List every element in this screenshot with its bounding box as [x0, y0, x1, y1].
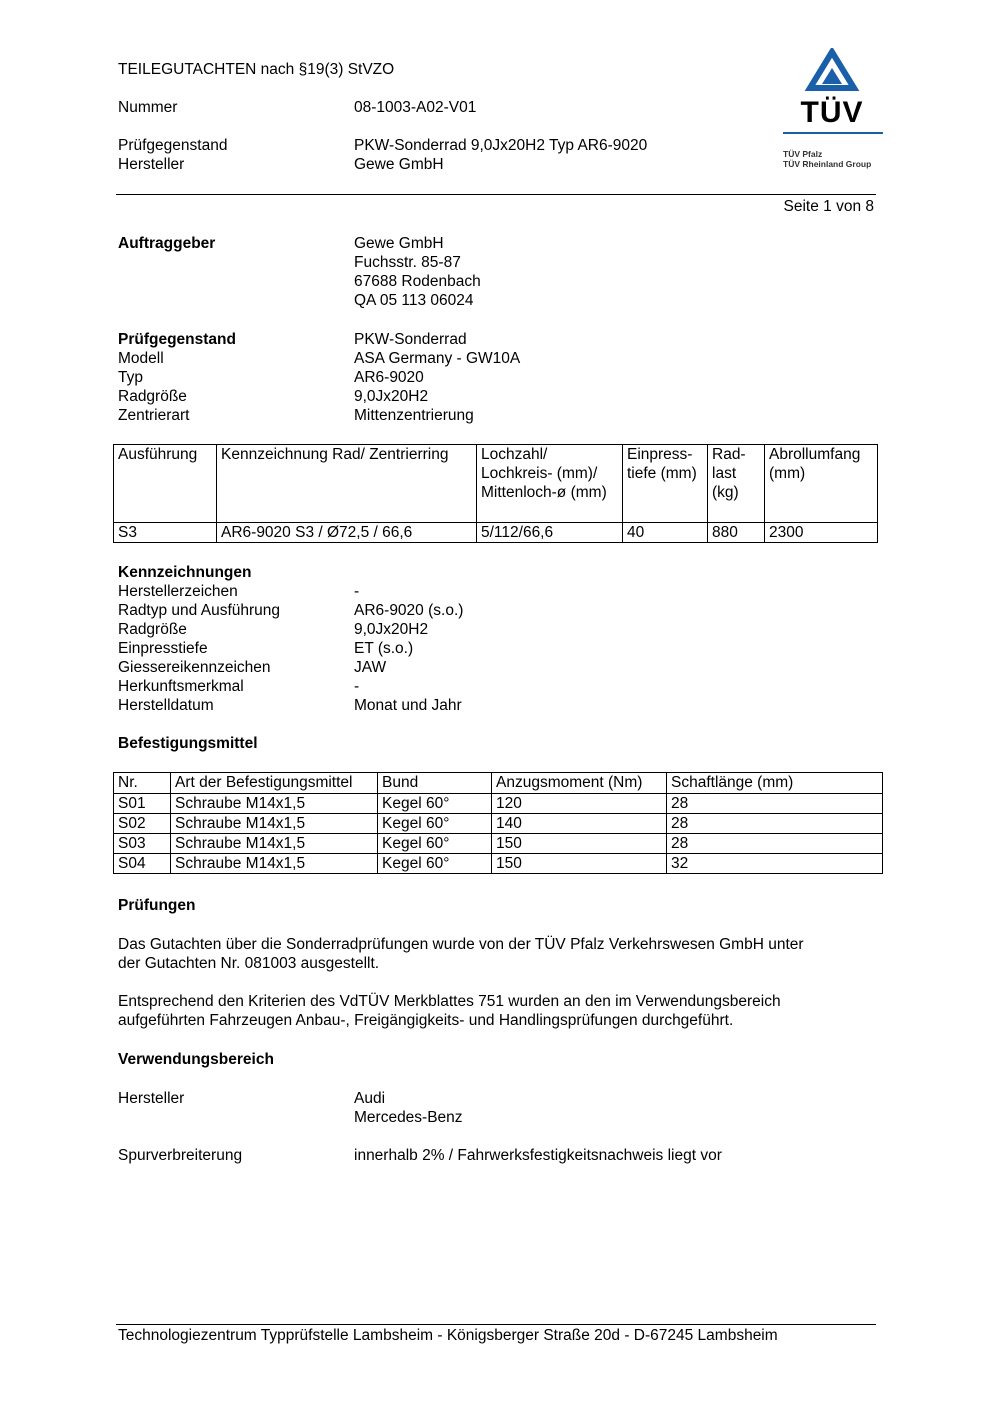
- kennzeichnungen-title: Kennzeichnungen: [118, 564, 252, 581]
- table-cell: 40: [623, 523, 708, 543]
- table-cell: 32: [667, 854, 883, 874]
- table-cell: 120: [492, 794, 667, 814]
- table-row: [114, 794, 883, 814]
- pg-row-label: Typ: [118, 369, 143, 386]
- logo-sub-1: TÜV Pfalz: [783, 149, 823, 159]
- vb-spur-value: innerhalb 2% / Fahrwerksfestigkeitsnachweis liegt vor: [354, 1147, 722, 1164]
- logo-sub-2: TÜV Rheinland Group: [783, 159, 872, 169]
- table-cell: Schraube M14x1,5: [171, 854, 378, 874]
- pruefungen-title: Prüfungen: [118, 897, 196, 914]
- table-header: Nr.: [114, 773, 171, 794]
- kz-label: Herstelldatum: [118, 697, 214, 714]
- table-cell: 150: [492, 854, 667, 874]
- table-cell: 140: [492, 814, 667, 834]
- table-header: Ausführung: [114, 445, 217, 523]
- table-cell: Kegel 60°: [378, 794, 492, 814]
- table-row: [114, 814, 883, 834]
- hersteller-label: Hersteller: [118, 156, 185, 173]
- table-cell: 5/112/66,6: [477, 523, 623, 543]
- table-cell: 28: [667, 794, 883, 814]
- table-cell: Kegel 60°: [378, 854, 492, 874]
- table-header-row: [114, 445, 878, 523]
- kz-label: Giessereikennzeichen: [118, 659, 271, 676]
- vb-hersteller-label: Hersteller: [118, 1090, 185, 1107]
- kz-label: Einpresstiefe: [118, 640, 208, 657]
- pruefungen-paragraph-line: der Gutachten Nr. 081003 ausgestellt.: [118, 955, 380, 972]
- auftraggeber-label: Auftraggeber: [118, 235, 216, 252]
- pruefgegenstand-value: PKW-Sonderrad 9,0Jx20H2 Typ AR6-9020: [354, 137, 648, 154]
- table-cell: S3: [114, 523, 217, 543]
- table-header: Kennzeichnung Rad/ Zentrierring: [217, 445, 477, 523]
- table-header: Anzugsmoment (Nm): [492, 773, 667, 794]
- table-cell: AR6-9020 S3 / Ø72,5 / 66,6: [217, 523, 477, 543]
- kz-value: AR6-9020 (s.o.): [354, 602, 464, 619]
- table-cell: S03: [114, 834, 171, 854]
- vb-hersteller-value: Audi: [354, 1090, 386, 1107]
- table-cell: Kegel 60°: [378, 834, 492, 854]
- document-title: TEILEGUTACHTEN nach §19(3) StVZO: [118, 61, 395, 78]
- ausfuehrung-table: [113, 444, 878, 543]
- auftraggeber-line: 67688 Rodenbach: [354, 273, 481, 290]
- nummer-label: Nummer: [118, 99, 178, 116]
- pg-row-value: 9,0Jx20H2: [354, 388, 429, 405]
- table-cell: 880: [708, 523, 765, 543]
- hersteller-value: Gewe GmbH: [354, 156, 444, 173]
- kz-value: -: [354, 678, 360, 695]
- pg-row-value: AR6-9020: [354, 369, 424, 386]
- table-cell: 28: [667, 834, 883, 854]
- header-rule: [116, 194, 876, 195]
- table-cell: S01: [114, 794, 171, 814]
- table-header: Lochzahl/ Lochkreis- (mm)/ Mittenloch-ø (mm): [477, 445, 623, 523]
- kz-value: JAW: [354, 659, 387, 676]
- vb-spur-label: Spurverbreiterung: [118, 1147, 243, 1164]
- pg-row-value: ASA Germany - GW10A: [354, 350, 521, 367]
- table-cell: Schraube M14x1,5: [171, 794, 378, 814]
- table-header-row: [114, 773, 883, 794]
- kz-value: -: [354, 583, 360, 600]
- table-cell: Kegel 60°: [378, 814, 492, 834]
- pg-row-label: Zentrierart: [118, 407, 190, 424]
- pg-label: Prüfgegenstand: [118, 331, 236, 348]
- pruefgegenstand-label: Prüfgegenstand: [118, 137, 228, 154]
- table-cell: S02: [114, 814, 171, 834]
- kz-label: Radtyp und Ausführung: [118, 602, 281, 619]
- pruefungen-paragraph-line: Das Gutachten über die Sonderradprüfungen wurde von der TÜV Pfalz Verkehrswesen GmbH unter: [118, 936, 804, 953]
- table-cell: 28: [667, 814, 883, 834]
- table-row: [114, 834, 883, 854]
- logo-text: TÜV: [800, 96, 864, 129]
- kz-value: Monat und Jahr: [354, 697, 462, 714]
- pg-row-label: Radgröße: [118, 388, 187, 405]
- kz-value: ET (s.o.): [354, 640, 414, 657]
- auftraggeber-line: Fuchsstr. 85-87: [354, 254, 461, 271]
- table-header: Einpress- tiefe (mm): [623, 445, 708, 523]
- pruefungen-paragraph-line: Entsprechend den Kriterien des VdTÜV Merkblattes 751 wurden an den im Verwendungsbereich: [118, 993, 781, 1010]
- pg-row-label: Modell: [118, 350, 164, 367]
- footer-text: Technologiezentrum Typprüfstelle Lambsheim - Königsberger Straße 20d - D-67245 Lambsheim: [118, 1327, 778, 1344]
- auftraggeber-line: Gewe GmbH: [354, 235, 444, 252]
- tuv-logo: [780, 48, 884, 172]
- verwendungsbereich-title: Verwendungsbereich: [118, 1051, 274, 1068]
- auftraggeber-line: QA 05 113 06024: [354, 292, 474, 309]
- kz-label: Herstellerzeichen: [118, 583, 238, 600]
- kz-value: 9,0Jx20H2: [354, 621, 429, 638]
- table-header: Art der Befestigungsmittel: [171, 773, 378, 794]
- pg-value: PKW-Sonderrad: [354, 331, 467, 348]
- table-cell: S04: [114, 854, 171, 874]
- table-header: Abrollumfang (mm): [765, 445, 878, 523]
- pg-row-value: Mittenzentrierung: [354, 407, 474, 424]
- pruefungen-paragraph-line: aufgeführten Fahrzeugen Anbau-, Freigängigkeits- und Handlingsprüfungen durchgeführt.: [118, 1012, 734, 1029]
- page-number: Seite 1 von 8: [783, 198, 874, 215]
- table-row: [114, 523, 878, 543]
- nummer-value: 08-1003-A02-V01: [354, 99, 477, 116]
- vb-hersteller-value: Mercedes-Benz: [354, 1109, 463, 1126]
- table-cell: Schraube M14x1,5: [171, 814, 378, 834]
- table-cell: Schraube M14x1,5: [171, 834, 378, 854]
- footer-rule: [116, 1324, 876, 1325]
- table-row: [114, 854, 883, 874]
- table-cell: 150: [492, 834, 667, 854]
- kz-label: Radgröße: [118, 621, 187, 638]
- befestigung-table: [113, 772, 883, 874]
- kz-label: Herkunftsmerkmal: [118, 678, 244, 695]
- table-header: Bund: [378, 773, 492, 794]
- tuv-triangle-icon: [780, 48, 884, 96]
- befestigung-title: Befestigungsmittel: [118, 735, 258, 752]
- table-header: Rad- last (kg): [708, 445, 765, 523]
- table-header: Schaftlänge (mm): [667, 773, 883, 794]
- table-cell: 2300: [765, 523, 878, 543]
- logo-bar: [783, 132, 883, 134]
